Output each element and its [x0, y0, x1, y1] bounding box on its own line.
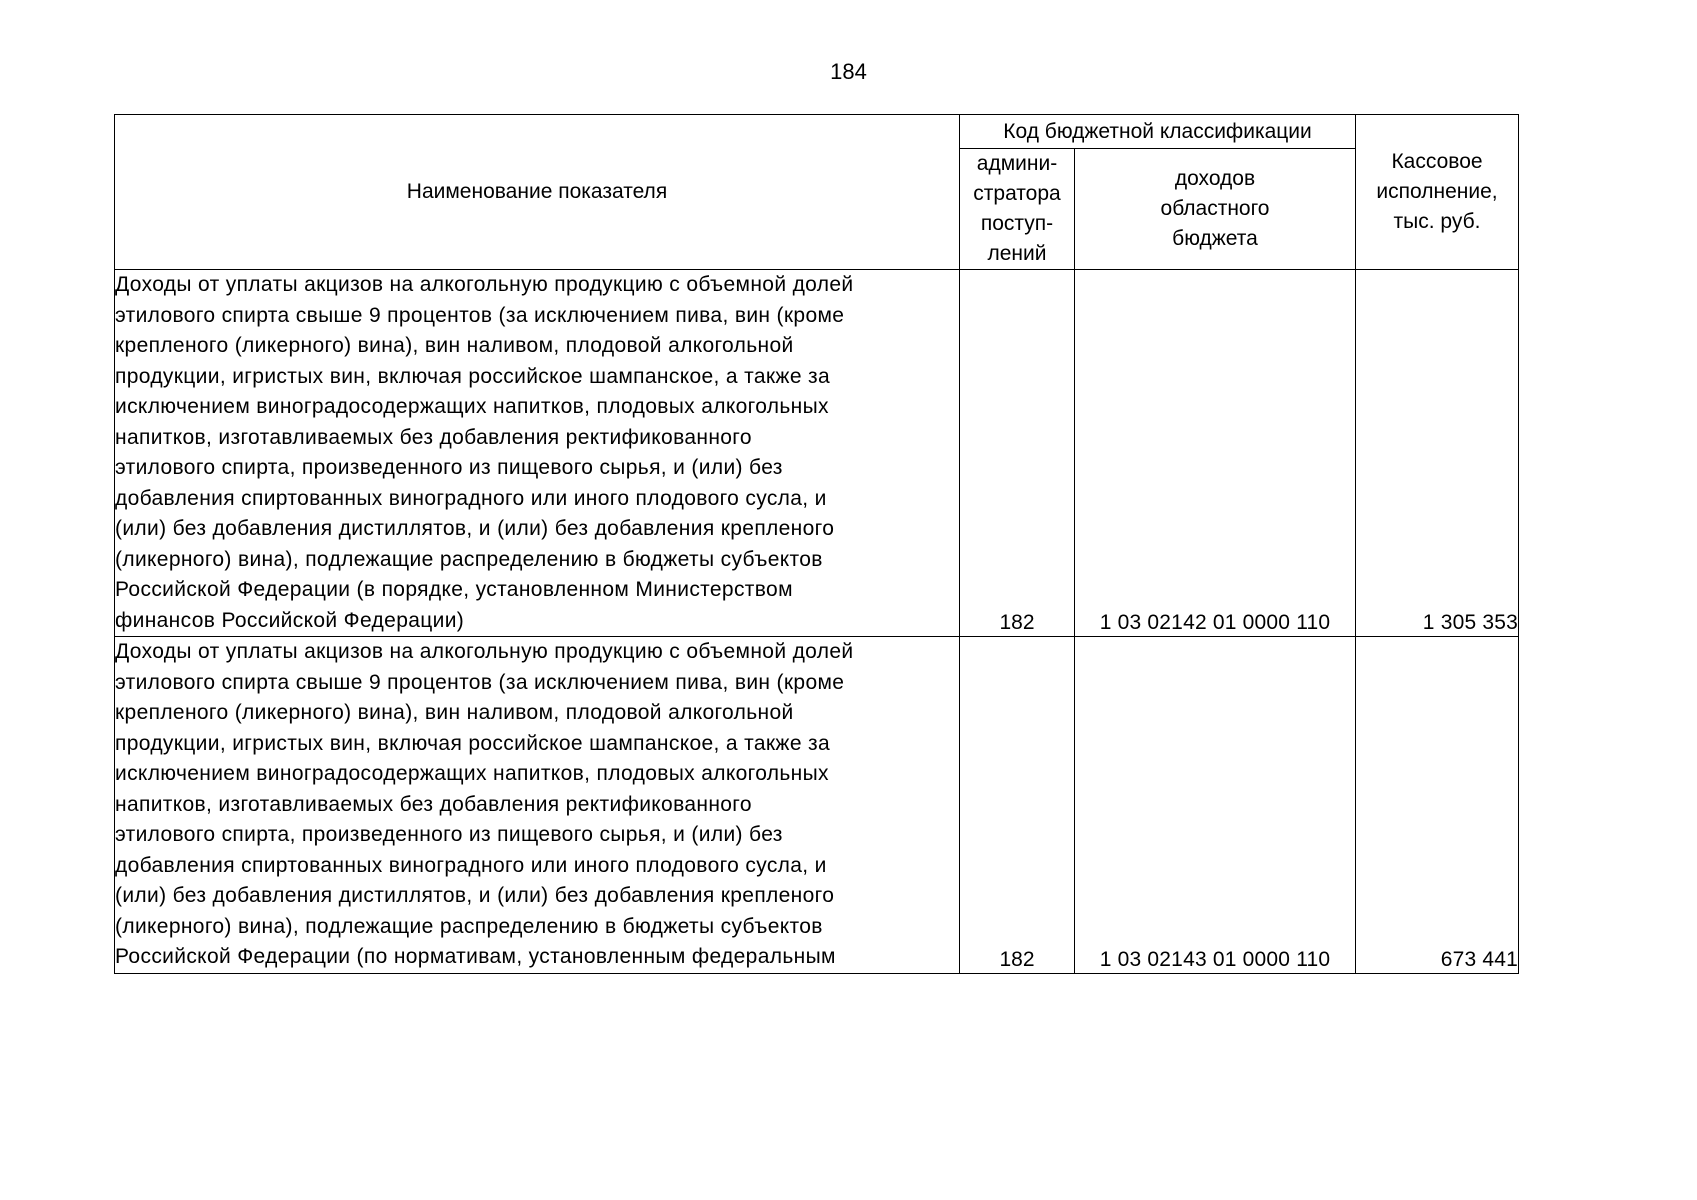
page-number: 184 — [830, 59, 867, 84]
header-income-label: доходов областного бюджета — [1160, 167, 1270, 250]
row-description: Доходы от уплаты акцизов на алкогольную продукцию с объемной долей этилового спирта свыше 9 процентов (за исключением пива, вин (кроме крепленого (ликерного) вина), вин наливом, плодовой алкогольной продукции, игристых вин, включая российское шампанское, а также за исключением виноградосодержащих напитков, плодовых алкогольных напитков, изготавливаемых без добавления ректификованного этилового спирта, произведенного из пищевого сырья, и (или) без добавления спиртованных виноградного или иного плодового сусла, и (или) без добавления дистиллятов, и (или) без добавления крепленого (ликерного) вина), подлежащие распределению в бюджеты субъектов Российской Федерации (в порядке, установленном Министерством финансов Российской Федерации) — [115, 270, 960, 637]
header-budget-code-group: Код бюджетной классификации — [960, 115, 1356, 149]
header-indicator-name: Наименование показателя — [115, 115, 960, 270]
row-income-code: 1 03 02143 01 0000 110 — [1075, 637, 1356, 974]
budget-income-table — [114, 114, 1519, 974]
header-administrator-code — [960, 149, 1075, 270]
row-administrator-code: 182 — [960, 637, 1075, 974]
header-income-code — [1075, 149, 1356, 270]
row-execution-amount: 1 305 353 — [1356, 270, 1519, 637]
table-row — [115, 637, 1519, 974]
header-cash-execution-label: Кассовое исполнение, тыс. руб. — [1376, 150, 1498, 233]
table-header-row — [115, 115, 1519, 149]
row-income-code: 1 03 02142 01 0000 110 — [1075, 270, 1356, 637]
row-description: Доходы от уплаты акцизов на алкогольную продукцию с объемной долей этилового спирта свыше 9 процентов (за исключением пива, вин (кроме крепленого (ликерного) вина), вин наливом, плодовой алкогольной продукции, игристых вин, включая российское шампанское, а также за исключением виноградосодержащих напитков, плодовых алкогольных напитков, изготавливаемых без добавления ректификованного этилового спирта, произведенного из пищевого сырья, и (или) без добавления спиртованных виноградного или иного плодового сусла, и (или) без добавления дистиллятов, и (или) без добавления крепленого (ликерного) вина), подлежащие распределению в бюджеты субъектов Российской Федерации (по нормативам, установленным федеральным — [115, 637, 960, 974]
header-administrator-label: админи- стратора поступ- лений — [973, 152, 1061, 265]
row-administrator-code: 182 — [960, 270, 1075, 637]
table-row — [115, 270, 1519, 637]
header-cash-execution — [1356, 115, 1519, 270]
row-execution-amount: 673 441 — [1356, 637, 1519, 974]
